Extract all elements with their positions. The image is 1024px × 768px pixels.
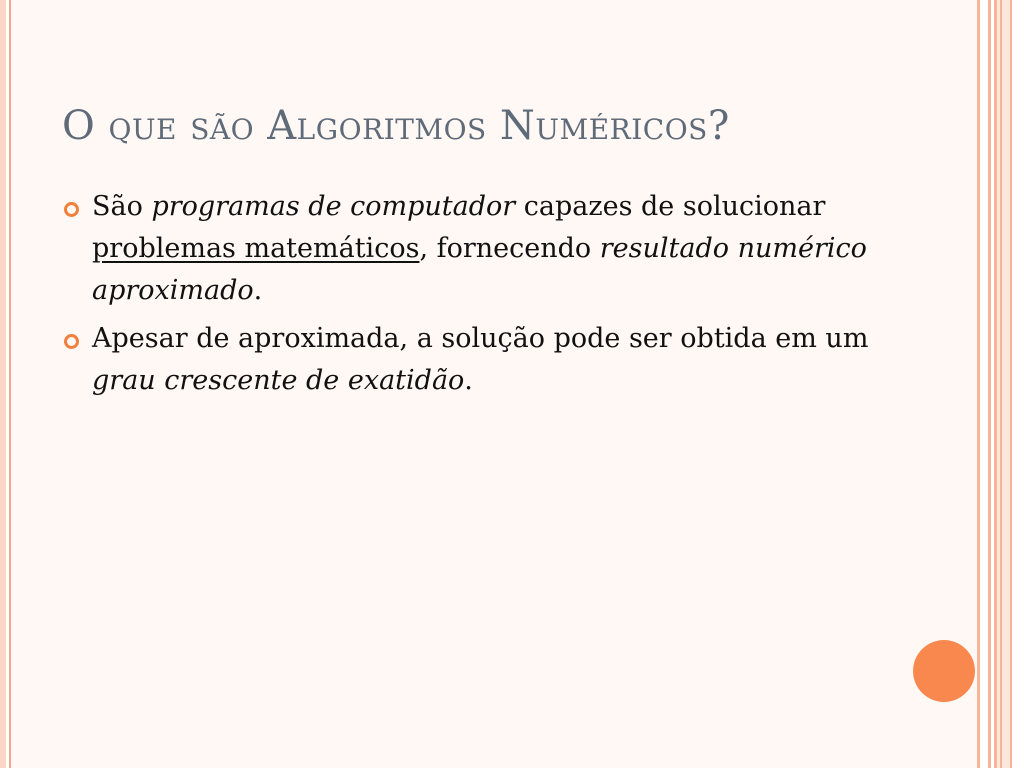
bullet-text-segment: . bbox=[464, 365, 473, 396]
left-border-outer bbox=[0, 0, 6, 768]
bullet-text-italic: grau crescente de exatidão bbox=[92, 365, 465, 396]
bullet-text-segment: São bbox=[92, 191, 152, 222]
bullet-text-underline: problemas matemáticos bbox=[92, 233, 420, 264]
bullet-text-segment: Apesar de aproximada, a solução pode ser obtida em um bbox=[92, 323, 869, 354]
right-stripe bbox=[980, 0, 988, 768]
orange-circle-decoration bbox=[913, 640, 975, 702]
bullet-list bbox=[62, 186, 892, 408]
right-stripe bbox=[1002, 0, 1010, 768]
right-stripe bbox=[1012, 0, 1024, 768]
bullet-text-segment: , fornecendo bbox=[419, 233, 600, 264]
bullet-item bbox=[62, 186, 892, 312]
circle-outline-bullet-icon bbox=[64, 334, 79, 349]
bullet-text-segment: . bbox=[253, 275, 263, 306]
circle-outline-bullet-icon bbox=[64, 202, 79, 217]
bullet-text-italic: resultado numérico aproximado bbox=[92, 233, 867, 306]
bullet-text-italic: programas de computador bbox=[151, 191, 516, 222]
bullet-item bbox=[62, 318, 892, 402]
bullet-text-segment: capazes de solucionar bbox=[515, 191, 826, 222]
slide-title: O que são Algoritmos Numéricos? bbox=[62, 103, 730, 149]
